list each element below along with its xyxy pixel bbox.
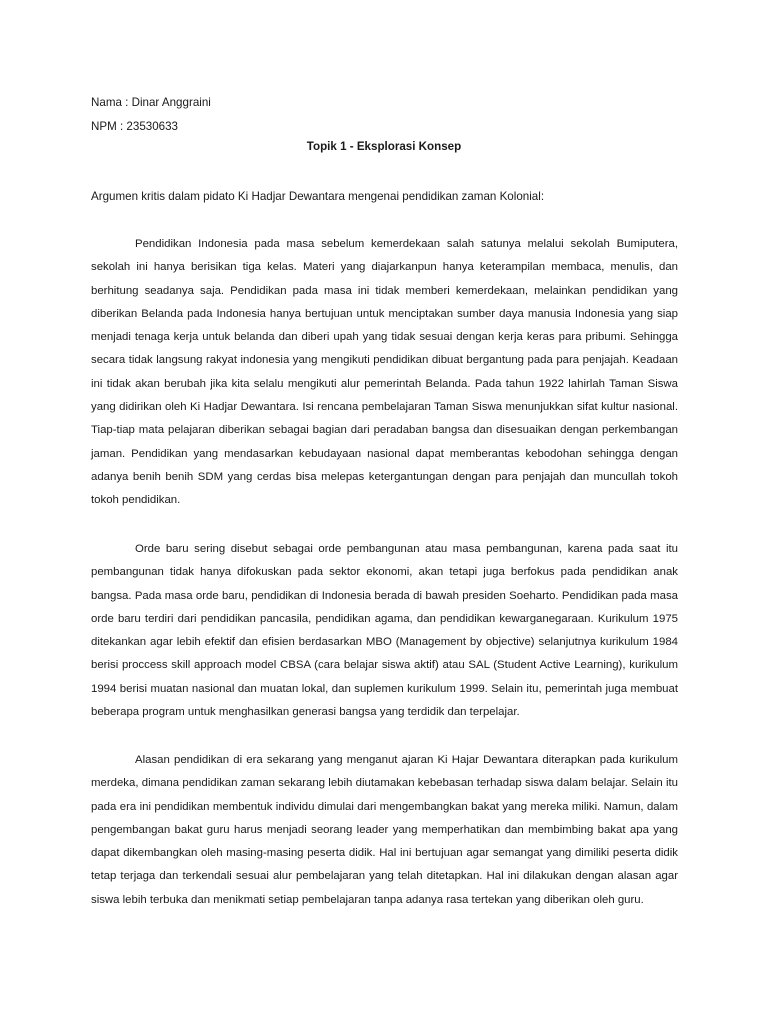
- paragraph-present-era: Alasan pendidikan di era sekarang yang menganut ajaran Ki Hajar Dewantara diterapkan pada kurikulum merdeka, dimana pendidikan zaman sekarang lebih diutamakan kebebasan terhadap siswa dalam belajar. Selain itu pada era ini pendidikan membentuk individu dimulai dari mengembangkan bakat yang mereka miliki. Namun, dalam pengembangan bakat guru harus menjadi seorang leader yang memperhatikan dan membimbing bakat apa yang dapat dikembangkan oleh masing-masing peserta didik. Hal ini bertujuan agar semangat yang dimiliki peserta didik tetap terjaga dan terkendali sesuai alur pembelajaran yang telah ditetapkan. Hal ini dilakukan dengan alasan agar siswa lebih terbuka dan menikmati setiap pembelajaran tanpa adanya rasa tertekan yang diberikan oleh guru.: [91, 754, 678, 906]
- author-name: Nama : Dinar Anggraini: [91, 96, 211, 109]
- document-title: Topik 1 - Eksplorasi Konsep: [306, 140, 462, 153]
- paragraph-colonial-education: Pendidikan Indonesia pada masa sebelum kemerdekaan salah satunya melalui sekolah Bumiputera, sekolah ini hanya berisikan tiga kelas. Materi yang diajarkanpun hanya keterampilan membaca, menulis, dan berhitung seadanya saja. Pendidikan pada masa ini tidak memberi kemerdekaan, melainkan pendidikan yang diberikan Belanda pada Indonesia hanya bertujuan untuk menciptakan sumber daya manusia Indonesia yang siap menjadi tenaga kerja untuk belanda dan diberi upah yang tidak sesuai dengan kerja keras para pribumi. Sehingga secara tidak langsung rakyat indonesia yang mengikuti pendidikan dibuat bergantung pada para penjajah. Keadaan ini tidak akan berubah jika kita selalu mengikuti alur pemerintah Belanda. Pada tahun 1922 lahirlah Taman Siswa yang didirikan oleh Ki Hadjar Dewantara. Isi rencana pembelajaran Taman Siswa menunjukkan sifat kultur nasional. Tiap-tiap mata pelajaran diberikan sebagai bagian dari peradaban bangsa dan disesuaikan dengan perkembangan jaman. Pendidikan yang mendasarkan kebudayaan nasional dapat memberantas kebodohan sehingga dengan adanya benih benih SDM yang cerdas bisa melepas ketergantungan dengan para penjajah dan muncullah tokoh tokoh pendidikan.: [91, 238, 678, 507]
- intro-line: Argumen kritis dalam pidato Ki Hadjar Dewantara mengenai pendidikan zaman Kolonial:: [91, 190, 545, 203]
- paragraph-new-order: Orde baru sering disebut sebagai orde pembangunan atau masa pembangunan, karena pada saat itu pembangunan tidak hanya difokuskan pada sektor ekonomi, akan tetapi juga berfokus pada pendidikan anak bangsa. Pada masa orde baru, pendidikan di Indonesia berada di bawah presiden Soeharto. Pendidikan pada masa orde baru terdiri dari pendidikan pancasila, pendidikan agama, dan pendidikan kewarganegaraan. Kurikulum 1975 ditekankan agar lebih efektif dan efisien berdasarkan MBO (Management by objective) selanjutnya kurikulum 1984 berisi proccess skill approach model CBSA (cara belajar siswa aktif) atau SAL (Student Active Learning), kurikulum 1994 berisi muatan nasional dan muatan lokal, dan suplemen kurikulum 1999. Selain itu, pemerintah juga membuat beberapa program untuk menghasilkan generasi bangsa yang terdidik dan terpelajar.: [91, 543, 678, 719]
- student-id: NPM : 23530633: [91, 120, 179, 133]
